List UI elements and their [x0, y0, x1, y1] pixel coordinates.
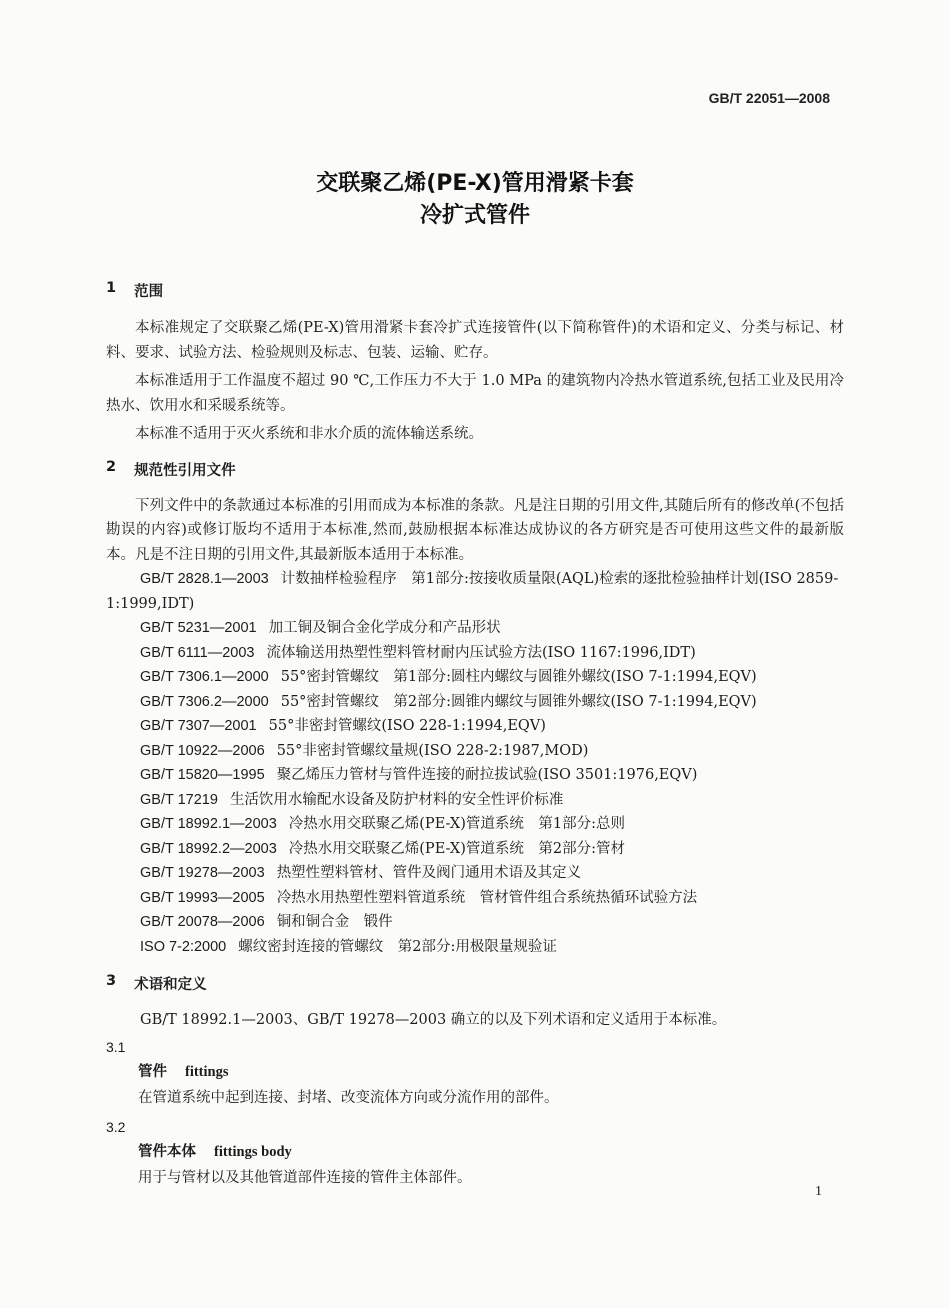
document-title [0, 168, 950, 232]
reference-title: 冷热水用热塑性塑料管道系统 管材管件组合系统热循环试验方法 [276, 889, 698, 906]
reference-code: ISO 7-2:2000 [140, 938, 227, 955]
paragraph: 本标准规定了交联聚乙烯(PE-X)管用滑紧卡套冷扩式连接管件(以下简称管件)的术语和定义、分类与标记、材料、要求、试验方法、检验规则及标志、包装、运输、贮存。 [106, 320, 844, 361]
term-zh: 管件本体 [138, 1142, 196, 1160]
reference-item [106, 935, 844, 960]
reference-item [106, 567, 844, 616]
term-en: fittings [185, 1063, 229, 1080]
reference-title: 冷热水用交联聚乙烯(PE-X)管道系统 第1部分:总则 [288, 816, 626, 832]
reference-code: GB/T 6111—2003 [140, 644, 255, 661]
reference-title: 55°密封管螺纹 第1部分:圆柱内螺纹与圆锥外螺纹(ISO 7-1:1994,EQV) [280, 669, 757, 685]
section-title: 规范性引用文件 [134, 462, 236, 479]
section-number: 3 [106, 973, 117, 989]
reference-title: 冷热水用交联聚乙烯(PE-X)管道系统 第2部分:管材 [288, 840, 626, 857]
reference-title: 螺纹密封连接的管螺纹 第2部分:用极限量规验证 [238, 938, 557, 955]
term-number: 3.1 [106, 1038, 126, 1055]
section-number: 2 [106, 458, 117, 475]
reference-item [106, 641, 844, 666]
reference-item [106, 739, 844, 764]
paragraph: GB/T 18992.1—2003、GB/T 19278—2003 确立的以及下列术语和定义适用于本标准。 [140, 1012, 727, 1028]
reference-item [106, 886, 844, 911]
reference-code: GB/T 7306.2—2000 [140, 693, 269, 710]
term-definition: 在管道系统中起到连接、封堵、改变流体方向或分流作用的部件。 [138, 1089, 559, 1106]
paragraph: 本标准不适用于灭火系统和非水介质的流体输送系统。 [135, 426, 483, 442]
title-line-2: 冷扩式管件 [419, 203, 530, 228]
reference-item [106, 861, 844, 886]
term-number: 3.2 [106, 1118, 126, 1135]
reference-item [106, 714, 844, 739]
reference-item [106, 616, 844, 641]
reference-item [106, 665, 844, 690]
term-zh: 管件 [138, 1062, 167, 1080]
reference-code: GB/T 7307—2001 [140, 718, 257, 734]
term-heading [106, 1059, 844, 1085]
reference-title: 加工铜及铜合金化学成分和产品形状 [268, 620, 501, 636]
section-title: 术语和定义 [134, 977, 207, 993]
reference-title: 55°密封管螺纹 第2部分:圆锥内螺纹与圆锥外螺纹(ISO 7-1:1994,EQV) [280, 693, 757, 710]
reference-title: 聚乙烯压力管材与管件连接的耐拉拔试验(ISO 3501:1976,EQV) [276, 767, 698, 783]
term-heading [106, 1139, 844, 1165]
standard-code: GB/T 22051—2008 [708, 90, 830, 106]
reference-code: GB/T 15820—1995 [140, 767, 265, 783]
reference-item [106, 788, 844, 813]
reference-code: GB/T 17219 [140, 791, 218, 808]
section-number: 1 [106, 280, 117, 296]
reference-title: 热塑性塑料管材、管件及阀门通用术语及其定义 [276, 865, 582, 881]
reference-title: 55°非密封管螺纹量规(ISO 228-2:1987,MOD) [276, 742, 589, 759]
page-number: 1 [815, 1184, 822, 1199]
term-en: fittings body [214, 1143, 292, 1160]
reference-title: 流体输送用热塑性塑料管材耐内压试验方法(ISO 1167:1996,IDT) [266, 644, 696, 661]
reference-code: GB/T 18992.1—2003 [140, 816, 277, 832]
section-title: 范围 [134, 284, 164, 300]
section-1-heading [106, 280, 844, 301]
reference-item [106, 690, 844, 715]
reference-code: GB/T 5231—2001 [140, 620, 257, 636]
reference-title: 55°非密封管螺纹(ISO 228-1:1994,EQV) [268, 718, 546, 734]
term-definition: 用于与管材以及其他管道部件连接的管件主体部件。 [138, 1169, 472, 1186]
document-body [106, 280, 844, 1191]
reference-item [106, 837, 844, 862]
reference-item [106, 812, 844, 837]
section-3-heading [106, 973, 844, 994]
reference-item [106, 763, 844, 788]
title-line-1: 交联聚乙烯(PE-X)管用滑紧卡套 [316, 171, 634, 196]
reference-code: GB/T 18992.2—2003 [140, 840, 277, 857]
reference-title: 计数抽样检验程序 第1部分:按接收质量限(AQL)检索的逐批检验抽样计划(ISO 2859-1:1999,IDT) [106, 571, 839, 612]
reference-code: GB/T 19993—2005 [140, 889, 265, 906]
reference-code: GB/T 7306.1—2000 [140, 669, 269, 685]
reference-code: GB/T 10922—2006 [140, 742, 265, 759]
paragraph: 下列文件中的条款通过本标准的引用而成为本标准的条款。凡是注日期的引用文件,其随后所有的修改单(不包括勘误的内容)或修订版均不适用于本标准,然而,鼓励根据本标准达成协议的各方研究是否可使用这些文件的最新版本。凡是不注日期的引用文件,其最新版本适用于本标准。 [106, 497, 844, 563]
reference-code: GB/T 2828.1—2003 [140, 571, 269, 587]
paragraph: 本标准适用于工作温度不超过 90 ℃,工作压力不大于 1.0 MPa 的建筑物内冷热水管道系统,包括工业及民用冷热水、饮用水和采暖系统等。 [106, 373, 844, 414]
reference-title: 铜和铜合金 锻件 [276, 914, 393, 930]
reference-title: 生活饮用水输配水设备及防护材料的安全性评价标准 [229, 791, 564, 808]
section-2-heading [106, 459, 844, 480]
reference-code: GB/T 19278—2003 [140, 865, 265, 881]
reference-item [106, 910, 844, 935]
reference-code: GB/T 20078—2006 [140, 914, 265, 930]
